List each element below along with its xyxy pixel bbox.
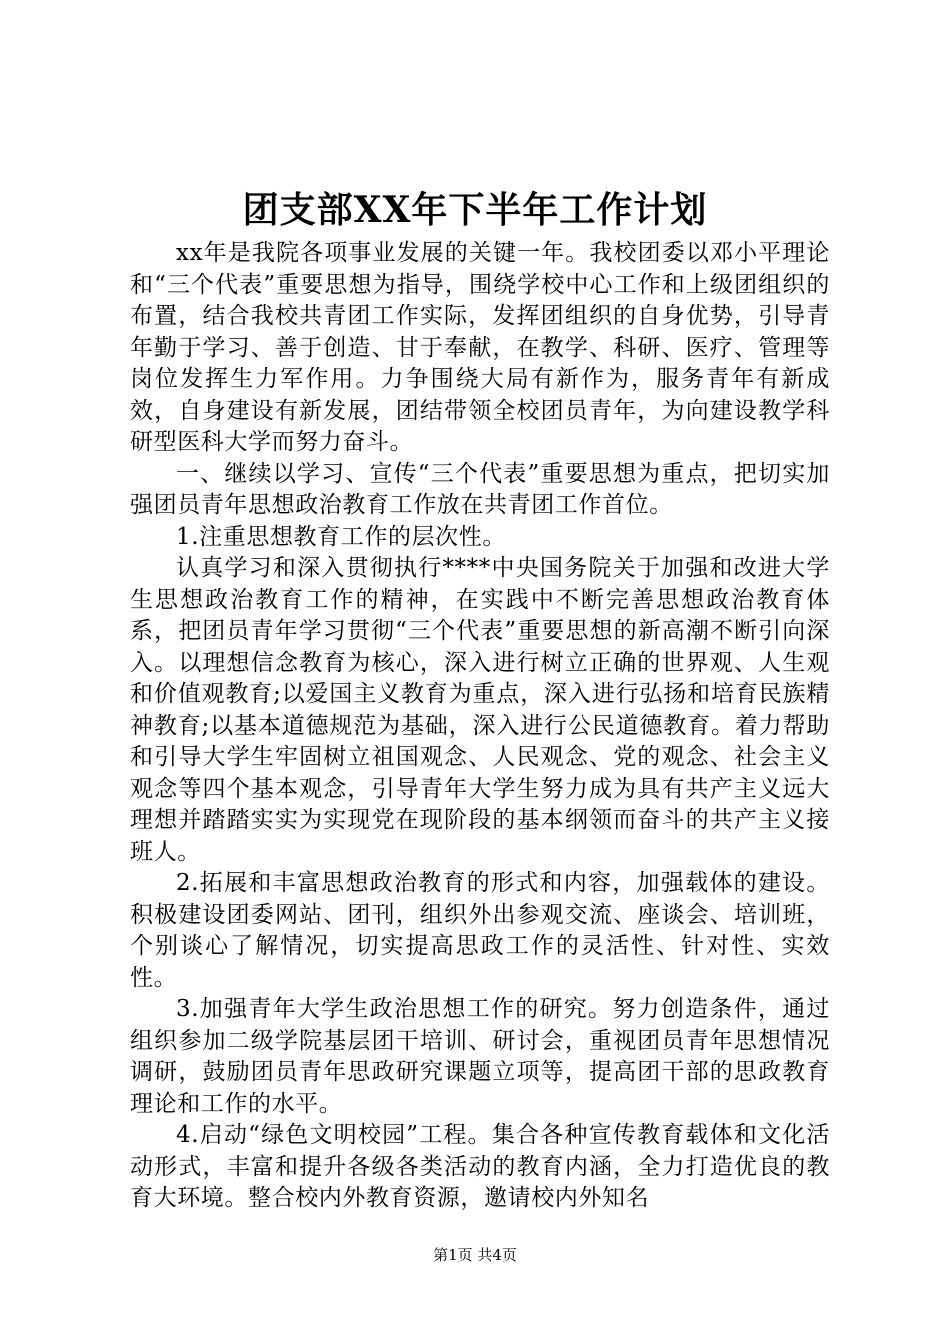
document-title: 团支部XX年下半年工作计划 — [242, 189, 708, 231]
paragraph-item-1-heading: 1.注重思想教育工作的层次性。 — [176, 523, 506, 550]
paragraph-intro: xx年是我院各项事业发展的关键一年。我校团委以邓小平理论和“三个代表”重要思想为指导，围绕学校中心工作和上级团组织的布置，结合我校共青团工作实际，发挥团组织的自身优势，引导青年勤于学习、善于创造、甘于奉献，在教学、科研、医疗、管理等岗位发挥生力军作用。力争围绕大局有新作为，服务青年有新成效，自身建设有新发展，团结带领全校团员青年，为向建设教学科研型医科大学而努力奋斗。 — [130, 240, 830, 455]
document-body — [130, 238, 830, 1215]
paragraph-section-one-heading: 一、继续以学习、宣传“三个代表”重要思想为重点，把切实加强团员青年思想政治教育工作放在共青团工作首位。 — [130, 460, 830, 518]
paragraph-item-1-body: 认真学习和深入贯彻执行****中央国务院关于加强和改进大学生思想政治教育工作的精神，在实践中不断完善思想政治教育体系，把团员青年学习贯彻“三个代表”重要思想的新高潮不断引向深入。以理想信念教育为核心，深入进行树立正确的世界观、人生观和价值观教育;以爱国主义教育为重点，深入进行弘扬和培育民族精神教育;以基本道德规范为基础，深入进行公民道德教育。着力帮助和引导大学生牢固树立祖国观念、人民观念、党的观念、社会主义观念等四个基本观念，引导青年大学生努力成为具有共产主义远大理想并踏踏实实为实现党在现阶段的基本纲领而奋斗的共产主义接班人。 — [130, 555, 830, 865]
paragraph-item-4: 4.启动“绿色文明校园”工程。集合各种宣传教育载体和文化活动形式，丰富和提升各级各类活动的教育内涵，全力打造优良的教育大环境。整合校内外教育资源，邀请校内外知名 — [130, 1122, 830, 1211]
paragraph-item-3: 3.加强青年大学生政治思想工作的研究。努力创造条件，通过组织参加二级学院基层团干培训、研讨会，重视团员青年思想情况调研，鼓励团员青年思政研究课题立项等，提高团干部的思政教育理论和工作的水平。 — [130, 996, 830, 1117]
paragraph-item-2: 2.拓展和丰富思想政治教育的形式和内容，加强载体的建设。积极建设团委网站、团刊，组织外出参观交流、座谈会、培训班，个别谈心了解情况，切实提高思政工作的灵活性、针对性、实效性。 — [130, 870, 830, 991]
page-footer: 第1页 共4页 — [433, 1246, 517, 1264]
